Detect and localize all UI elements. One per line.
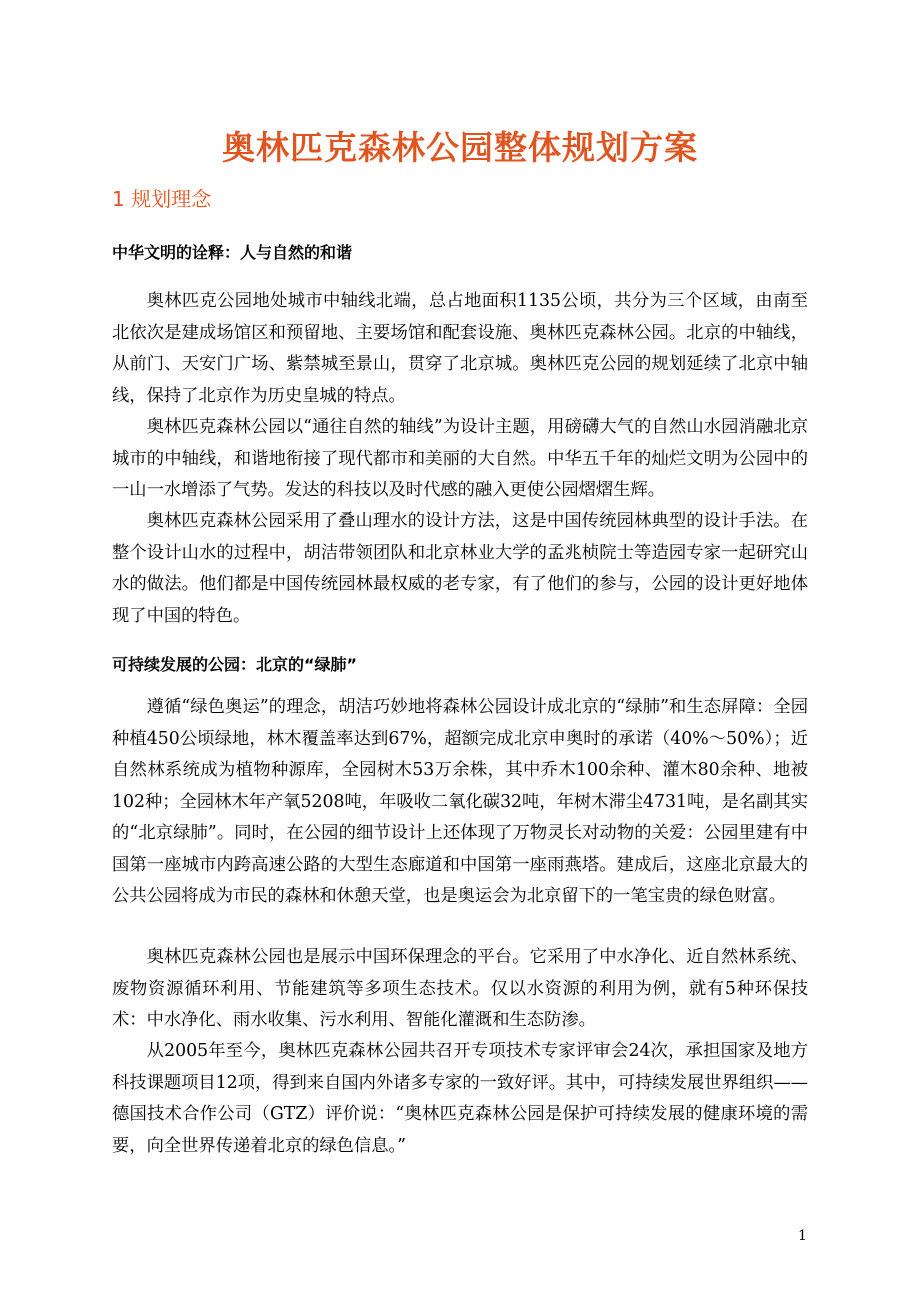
subsection-heading-2: 可持续发展的公园：北京的“绿肺” (112, 655, 358, 674)
paragraph: 从2005年至今，奥林匹克森林公园共召开专项技术专家评审会24次，承担国家及地方科技课题项目12项，得到来自国内外诸多专家的一致好评。其中，可持续发展世界组织——德国技术合作公司（GTZ）评价说：“奥林匹克森林公园是保护可持续发展的健康环境的需要，向全世界传递着北京的绿色信息。” (112, 1041, 808, 1156)
document-title: 奥林匹克森林公园整体规划方案 (222, 128, 698, 167)
paragraph: 奥林匹克森林公园也是展示中国环保理念的平台。它采用了中水净化、近自然林系统、废物资源循环利用、节能建筑等多项生态技术。仅以水资源的利用为例，就有5种环保技术：中水净化、雨水收集、污水利用、智能化灌溉和生态防渗。 (112, 947, 808, 1030)
paragraph: 奥林匹克森林公园采用了叠山理水的设计方法，这是中国传统园林典型的设计手法。在整个设计山水的过程中，胡洁带领团队和北京林业大学的孟兆桢院士等造园专家一起研究山水的做法。他们都是中国传统园林最权威的老专家，有了他们的参与，公园的设计更好地体现了中国的特色。 (112, 511, 808, 626)
paragraph: 奥林匹克森林公园以“通往自然的轴线”为设计主题，用磅礴大气的自然山水园消融北京城市的中轴线，和谐地衔接了现代都市和美丽的大自然。中华五千年的灿烂文明为公园中的一山一水增添了气势。发达的科技以及时代感的融入更使公园熠熠生辉。 (112, 417, 808, 500)
paragraph: 遵循“绿色奥运”的理念，胡洁巧妙地将森林公园设计成北京的“绿肺”和生态屏障：全园种植450公顷绿地，林木覆盖率达到67%，超额完成北京申奥时的承诺（40%～50%）；近自然林系统成为植物种源库，全园树木53万余株，其中乔木100余种、灌木80余种、地被102种；全园林木年产氧5208吨，年吸收二氧化碳32吨，年树木滞尘4731吨，是名副其实的“北京绿肺”。同时，在公园的细节设计上还体现了万物灵长对动物的关爱：公园里建有中国第一座城市内跨高速公路的大型生态廊道和中国第一座雨燕塔。建成后，这座北京最大的公共公园将成为市民的森林和休憩天堂，也是奥运会为北京留下的一笔宝贵的绿色财富。 (112, 697, 808, 906)
paragraph: 奥林匹克公园地处城市中轴线北端，总占地面积1135公顷，共分为三个区域，由南至北依次是建成场馆区和预留地、主要场馆和配套设施、奥林匹克森林公园。北京的中轴线，从前门、天安门广场、紫禁城至景山，贯穿了北京城。奥林匹克公园的规划延续了北京中轴线，保持了北京作为历史皇城的特点。 (112, 291, 808, 406)
section-heading: 1 规划理念 (112, 187, 212, 211)
page-number: 1 (798, 1228, 807, 1244)
subsection-heading-1: 中华文明的诠释：人与自然的和谐 (112, 243, 353, 262)
